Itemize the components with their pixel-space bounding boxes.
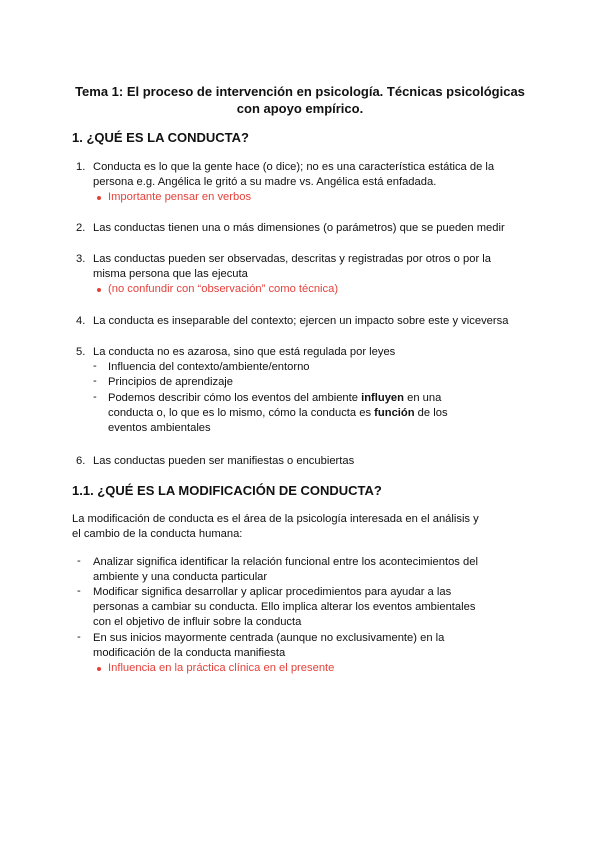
dash-marker: - <box>77 555 81 567</box>
sub-item-rich-line-1 <box>108 391 441 406</box>
sub-item-rich-line-3: eventos ambientales <box>108 422 211 434</box>
item-number: 6. <box>76 455 86 467</box>
item-text-line: Las conductas tienen una o más dimensiones (o parámetros) que se pueden medir <box>93 222 505 234</box>
item-number: 2. <box>76 222 86 234</box>
dash-marker: - <box>93 391 97 403</box>
item-note: (no confundir con “observación” como técnica) <box>108 283 339 295</box>
item-number: 3. <box>76 253 86 265</box>
dash-marker: - <box>77 631 81 643</box>
item-text-line: persona e.g. Angélica le gritó a su madre vs. Angélica está enfadada. <box>93 176 437 188</box>
bullet-line: Analizar significa identificar la relación funcional entre los acontecimientos del <box>93 556 478 568</box>
item-number: 5. <box>76 346 86 358</box>
item-number: 4. <box>76 315 86 327</box>
item-text-line: Las conductas pueden ser manifiestas o encubiertas <box>93 455 355 467</box>
intro-line: el cambio de la conducta humana: <box>72 528 243 540</box>
red-bullet-icon <box>97 667 101 671</box>
item-note: Importante pensar en verbos <box>108 191 252 203</box>
document-title <box>60 84 540 117</box>
bullet-line: con el objetivo de influir sobre la conducta <box>93 616 302 628</box>
text-segment: en una <box>403 392 442 404</box>
text-segment: Podemos describir cómo los eventos del ambiente <box>108 392 362 404</box>
bullet-line: personas a cambiar su conducta. Ello implica alterar los eventos ambientales <box>93 601 476 613</box>
bold-term: función <box>374 407 415 419</box>
item-number: 1. <box>76 161 86 173</box>
bullet-note: Influencia en la práctica clínica en el presente <box>108 662 335 674</box>
item-text-line: misma persona que las ejecuta <box>93 268 248 280</box>
item-text-line: La conducta es inseparable del contexto; ejercen un impacto sobre este y viceversa <box>93 315 509 327</box>
bullet-line: Modificar significa desarrollar y aplicar procedimientos para ayudar a las <box>93 586 452 598</box>
section-heading-conducta: 1. ¿QUÉ ES LA CONDUCTA? <box>72 130 249 145</box>
sub-item: Influencia del contexto/ambiente/entorno <box>108 361 310 373</box>
red-bullet-icon <box>97 196 101 200</box>
bold-term: influyen <box>361 392 404 404</box>
bullet-line: ambiente y una conducta particular <box>93 571 268 583</box>
sub-item: Principios de aprendizaje <box>108 376 234 388</box>
item-text-line: Las conductas pueden ser observadas, descritas y registradas por otros o por la <box>93 253 491 265</box>
title-line-2: con apoyo empírico. <box>236 100 364 116</box>
text-segment: de los <box>414 407 448 419</box>
red-bullet-icon <box>97 288 101 292</box>
section-heading-modificacion: 1.1. ¿QUÉ ES LA MODIFICACIÓN DE CONDUCTA? <box>72 483 382 498</box>
intro-line: La modificación de conducta es el área de la psicología interesada en el análisis y <box>72 513 479 525</box>
item-text-line: La conducta no es azarosa, sino que está regulada por leyes <box>93 346 396 358</box>
title-line-1: Tema 1: El proceso de intervención en psicología. Técnicas psicológicas <box>75 84 525 99</box>
dash-marker: - <box>93 375 97 387</box>
text-segment: conducta o, lo que es lo mismo, cómo la conducta es <box>108 407 375 419</box>
dash-marker: - <box>77 585 81 597</box>
dash-marker: - <box>93 360 97 372</box>
sub-item-rich-line-2 <box>108 406 448 421</box>
item-text-line: Conducta es lo que la gente hace (o dice); no es una característica estática de la <box>93 161 495 173</box>
bullet-line: modificación de la conducta manifiesta <box>93 647 286 659</box>
bullet-line: En sus inicios mayormente centrada (aunque no exclusivamente) en la <box>93 632 445 644</box>
